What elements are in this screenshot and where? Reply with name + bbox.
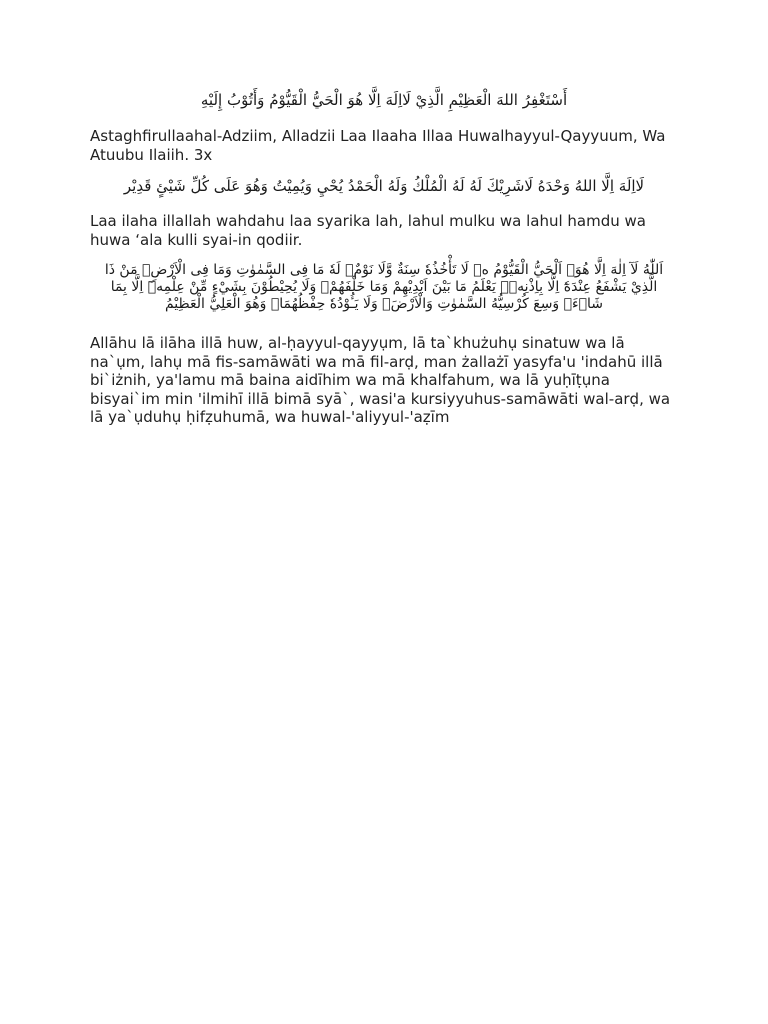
latin-ayat-kursi: Allāhu lā ilāha illā huw, al-ḥayyul-qayyụm, lā ta`khużuhụ sinatuw wa lā na`ụm, lahụ mā fis-samāwāti wa mā fil-arḍ, man żallażī yasyfa'u 'indahū illā bi`iżnih, ya'lamu mā baina aidīhim wa mā khalfahum, wa lā yuḥīṭụna bisyai`im min 'ilmihī illā bimā syā`, wasi'a kursiyyuhus-samāwāti wal-arḍ, wa lā ya`ụduhụ ḥifẓuhumā, wa huwal-'aliyyul-'aẓīm [90,334,671,426]
latin-tahlil: Laa ilaha illallah wahdahu laa syarika lah, lahul mulku wa lahul hamdu wa huwa ‘ala kulli syai-in qodiir. [90,212,646,249]
arabic-tahlil: لَااِلَهَ اِلَّا اللهُ وَحْدَهُ لَاشَرِيْكَ لَهُ لَهُ الْمُلْكُ وَلَهُ الْحَمْدُ يُحْيِ وَيُمِيْتُ وَهُوَ عَلَى كُلِّ شَيْئٍ قَدِيْر [123,177,645,195]
arabic-ayat-kursi: اَللّٰهُ لَآ اِلٰهَ اِلَّا هُوَۚ اَلْحَيُّ الْقَيُّوْمُ ەۚ لَا تَأْخُذُهٗ سِنَةٌ وَّلَا نَوْمٌۗ لَهٗ مَا فِى السَّمٰوٰتِ وَمَا فِى الْاَرْضِۗ مَنْ ذَا الَّذِيْ يَشْفَعُ عِنْدَهٗٓ اِلَّا بِاِذْنِهٖۗ يَعْلَمُ مَا بَيْنَ اَيْدِيْهِمْ وَمَا خَلْفَهُمْۚ وَلَا يُحِيْطُوْنَ بِشَيْءٍ مِّنْ عِلْمِهٖٓ اِلَّا بِمَا شَاۤءَۚ وَسِعَ كُرْسِيُّهُ السَّمٰوٰتِ وَالْاَرْضَۚ وَلَا يَـُٔوْدُهٗ حِفْظُهُمَاۚ وَهُوَ الْعَلِيُّ الْعَظِيْمُ [104,262,664,312]
arabic-istighfar: أَسْتَغْفِرُ اللهَ الْعَظِيْمِ الَّذِيْ لَااِلَهَ اِلَّا هُوَ الْحَيُّ الْقَيُّوْمُ وَأَتُوْبُ إِلَيْهِ [200,91,568,109]
latin-istighfar: Astaghfirullaahal-Adziim, Alladzii Laa Ilaaha Illaa Huwalhayyul-Qayyuum, Wa Atuubu Ilaiih. 3x [90,127,666,164]
